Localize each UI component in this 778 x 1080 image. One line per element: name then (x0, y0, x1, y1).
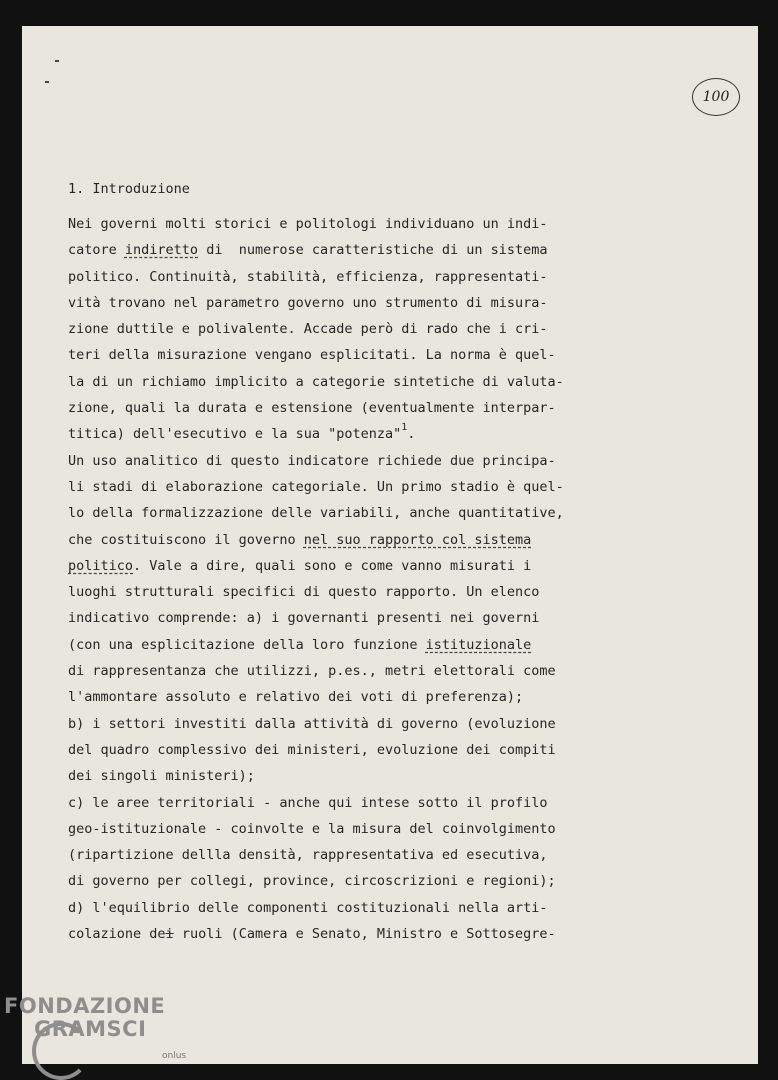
line-text: che costituiscono il governo (68, 531, 304, 548)
line-text: teri della misurazione vengano esplicitati. La norma è quel- (68, 347, 556, 364)
margin-mark (55, 60, 59, 62)
line-text: . Vale a dire, quali sono e come vanno misurati i (133, 557, 532, 574)
line-text: . (407, 426, 416, 443)
text-line (68, 921, 556, 947)
text-line (68, 264, 548, 290)
line-text: colazione de (68, 926, 166, 943)
text-line (68, 553, 538, 579)
line-text: ruoli (Camera e Senato, Ministro e Sottosegre- (173, 926, 556, 943)
text-line (68, 737, 556, 763)
text-line (68, 895, 548, 921)
line-text: di rappresentanza che utilizzi, p.es., metri elettorali come (68, 663, 556, 680)
line-text: dei singoli ministeri); (68, 768, 255, 785)
text-line (68, 527, 538, 553)
text-line (68, 500, 564, 526)
text-line (68, 369, 564, 395)
underlined-text: nel suo rapporto col sistema (303, 531, 532, 548)
text-line (68, 342, 556, 368)
line-text: di governo per collegi, province, circoscrizioni e regioni); (68, 873, 556, 890)
line-text: titica) dell'esecutivo e la sua "potenza" (68, 426, 402, 443)
text-line (68, 816, 556, 842)
text-line (68, 605, 538, 631)
line-text: zione duttile e polivalente. Accade però di rado che i cri- (68, 321, 548, 338)
text-line (68, 684, 538, 710)
underlined-text: politico (68, 557, 134, 574)
line-text: zione, quali la durata e estensione (eventualmente interpar- (68, 400, 556, 417)
logo-line1: FONDAZIONE (4, 994, 166, 1018)
line-text: luoghi strutturali specifici di questo rapporto. Un elenco (68, 584, 540, 601)
line-text: la di un richiamo implicito a categorie sintetiche di valuta- (68, 373, 564, 390)
text-line (68, 421, 538, 447)
line-text: geo-istituzionale - coinvolte e la misura del coinvolgimento (68, 820, 556, 837)
body-text (68, 211, 564, 947)
line-text: Nei governi molti storici e politologi individuano un indi- (68, 216, 548, 232)
text-line (68, 290, 548, 316)
line-text: (ripartizione dellla densità, rappresentativa ed esecutiva, (68, 847, 548, 864)
text-line (68, 763, 538, 789)
section-heading: 1. Introduzione (68, 181, 190, 197)
line-text: catore (68, 242, 125, 259)
line-text: del quadro complessivo dei ministeri, evoluzione dei compiti (68, 741, 556, 758)
margin-mark (45, 81, 49, 83)
text-line (68, 316, 548, 342)
line-text: Un uso analitico di questo indicatore richiede due principa- (68, 452, 556, 469)
text-line (68, 448, 556, 474)
text-line (68, 237, 548, 263)
line-text: politico. Continuità, stabilità, efficienza, rappresentati- (68, 268, 548, 285)
logo-g-ring (32, 1022, 90, 1080)
logo-line3: onlus (162, 1051, 187, 1061)
watermark-logo (4, 994, 187, 1061)
text-line (68, 868, 556, 894)
logo-line2: GRAMSCI (34, 1017, 147, 1041)
line-text: vità trovano nel parametro governo uno strumento di misura- (68, 294, 548, 311)
text-line (68, 790, 548, 816)
text-line (68, 579, 538, 605)
line-text: c) le aree territoriali - anche qui intese sotto il profilo (68, 794, 548, 811)
footnote-marker: 1 (401, 422, 408, 434)
page-number: 100 (702, 89, 730, 105)
page-number-circle (692, 78, 740, 116)
line-text: b) i settori investiti dalla attività di governo (evoluzione (68, 715, 556, 732)
text-line (68, 474, 564, 500)
text-line (68, 711, 556, 737)
line-text: di numerose caratteristiche di un sistema (198, 242, 548, 259)
line-text: l'ammontare assoluto e relativo dei voti di preferenza); (68, 689, 524, 706)
underlined-text: indiretto (124, 242, 199, 259)
text-line (68, 632, 538, 658)
text-line (68, 658, 556, 684)
text-line (68, 842, 548, 868)
line-text: lo della formalizzazione delle variabili, anche quantitative, (68, 505, 564, 522)
underlined-text: istituzionale (425, 636, 532, 653)
text-line (68, 395, 556, 421)
struck-text: i (165, 926, 174, 943)
line-text: (con una esplicitazione della loro funzione (68, 636, 426, 653)
text-line (68, 211, 548, 237)
line-text: d) l'equilibrio delle componenti costituzionali nella arti- (68, 899, 548, 916)
line-text: li stadi di elaborazione categoriale. Un primo stadio è quel- (68, 478, 564, 495)
line-text: indicativo comprende: a) i governanti presenti nei governi (68, 610, 540, 627)
